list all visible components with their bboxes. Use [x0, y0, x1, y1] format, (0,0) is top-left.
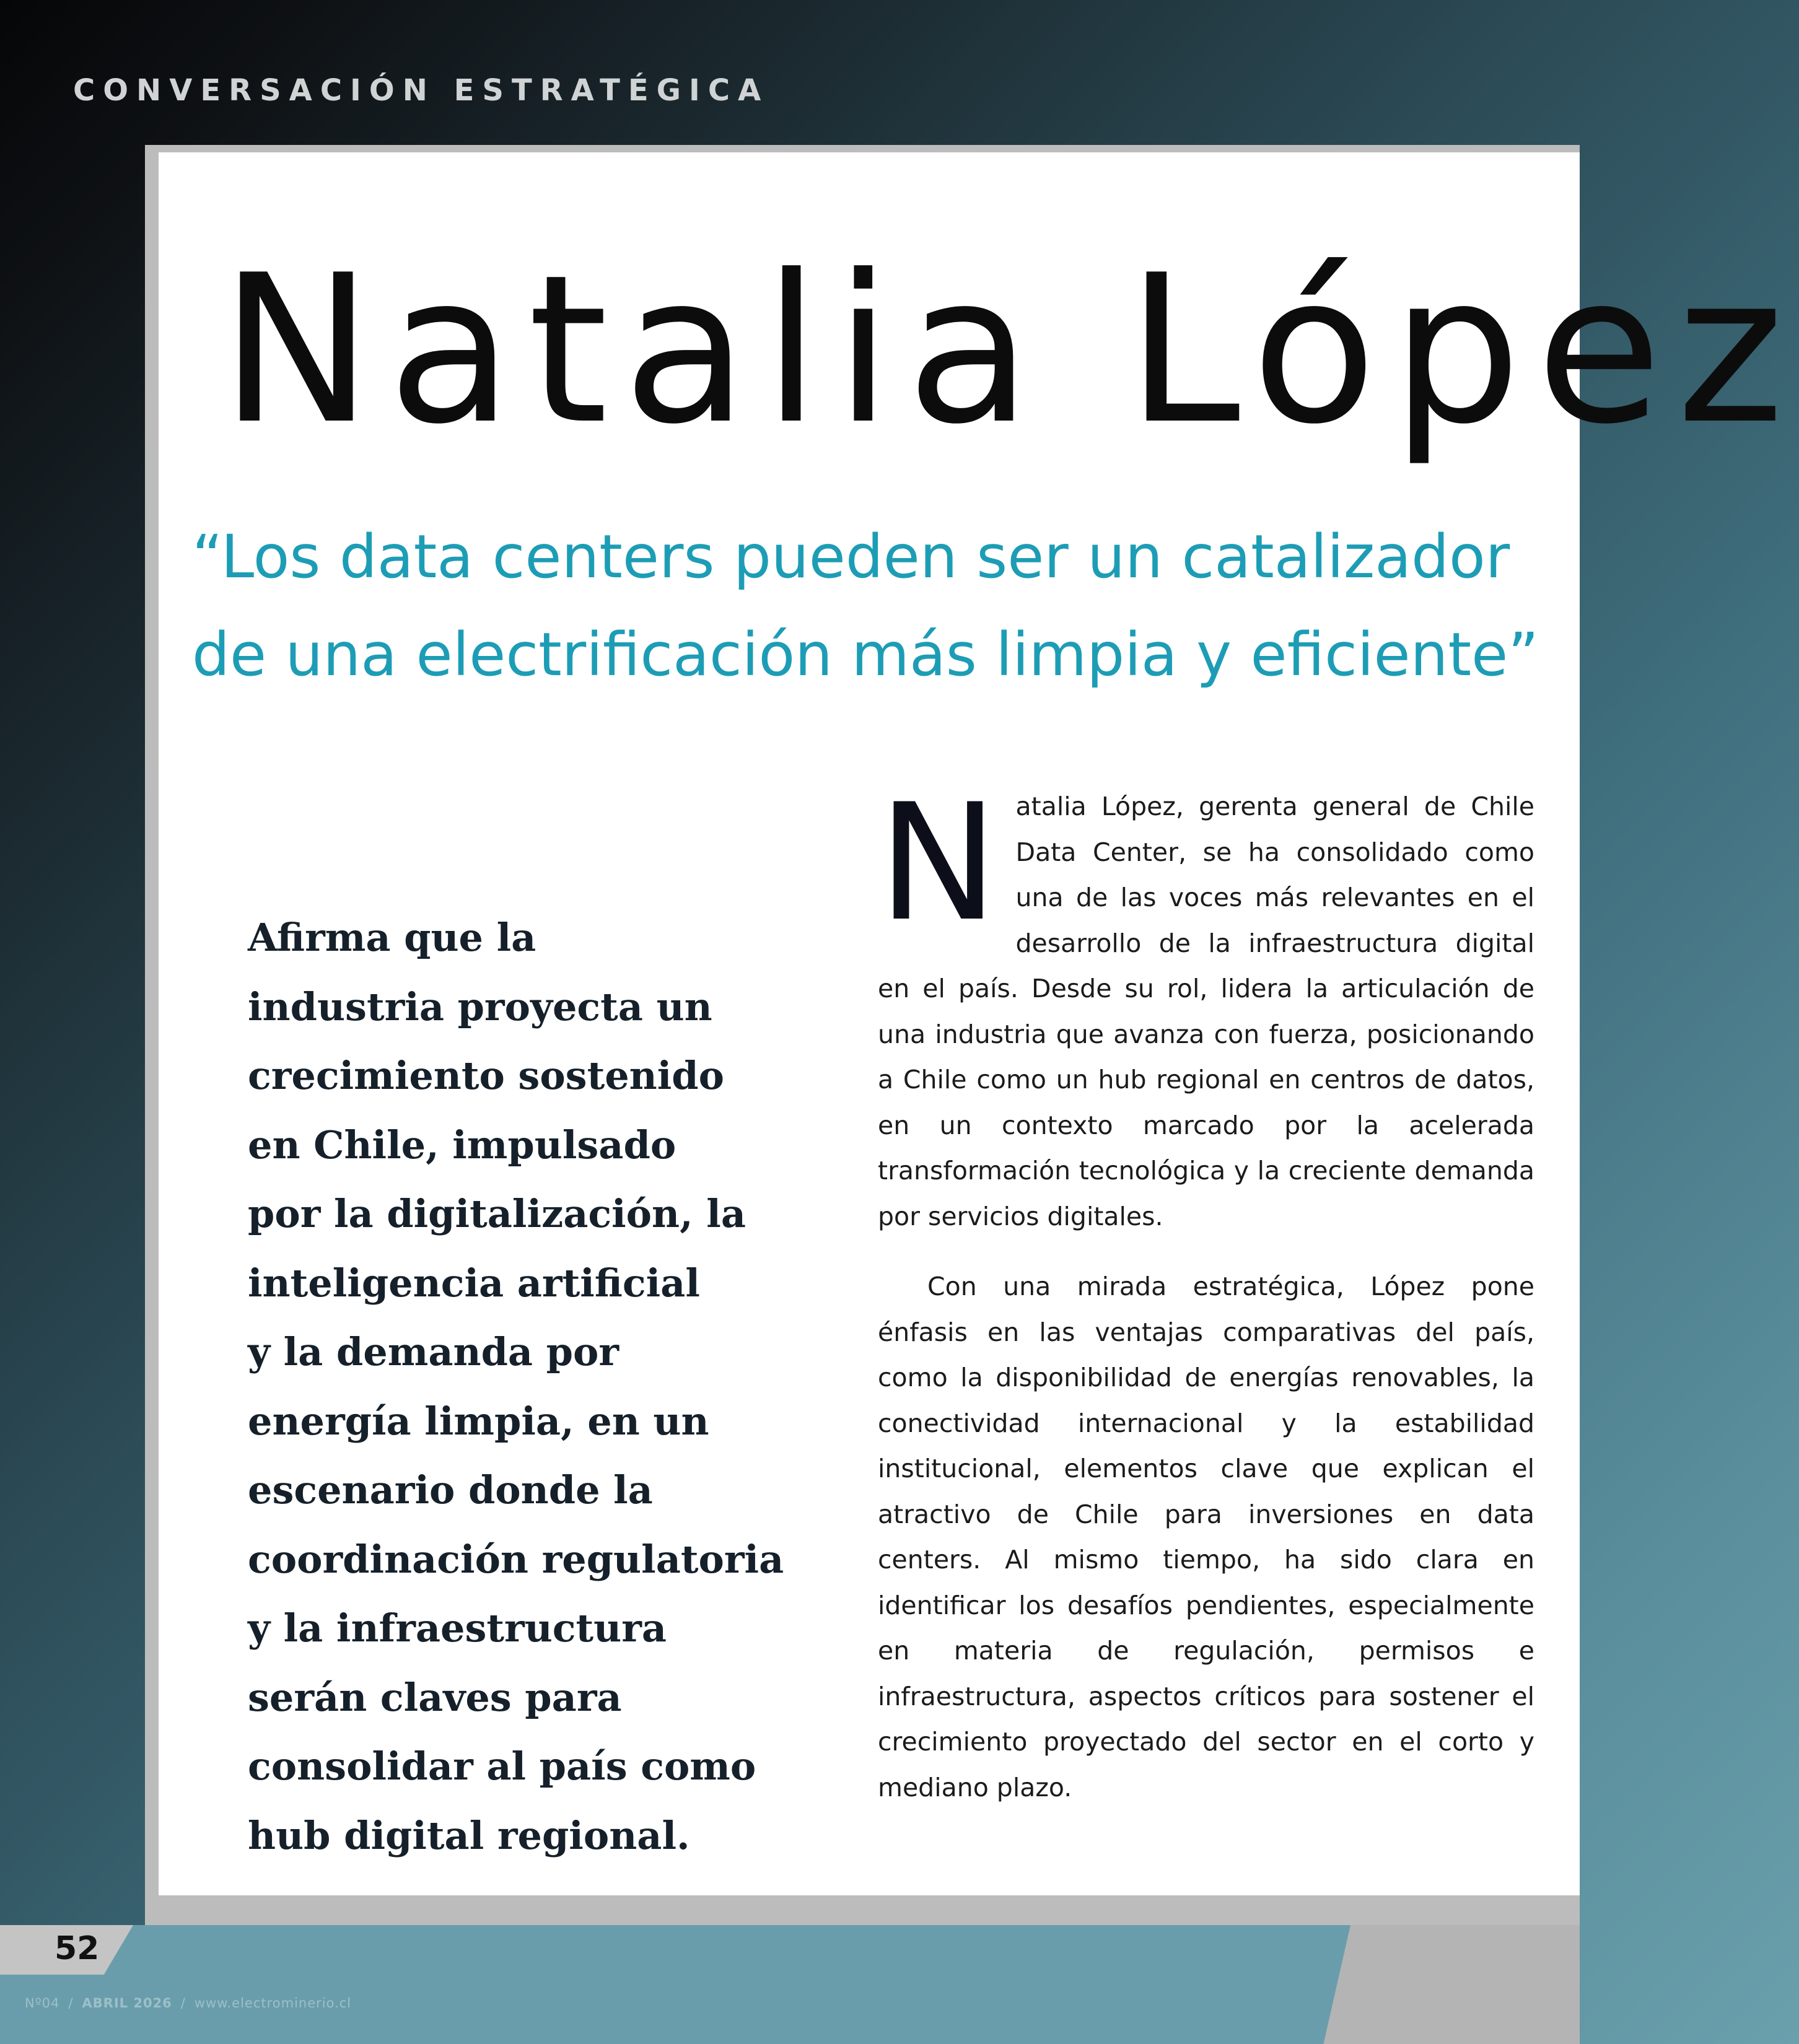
page-number: 52 [55, 1930, 100, 1967]
lead-summary [248, 903, 784, 1870]
pull-quote [192, 508, 1539, 704]
lead-line: por la digitalización, la [248, 1191, 746, 1236]
lead-line: industria proyecta un [248, 984, 712, 1029]
lead-line: Afirma que la [248, 915, 536, 960]
lead-line: en Chile, impulsado [248, 1122, 676, 1168]
drop-cap: N [878, 770, 999, 957]
footer-band [0, 1925, 1350, 2044]
body-paragraph [878, 770, 1534, 1239]
article-title: Natalia López [220, 231, 1799, 469]
lead-line: consolidar al país como [248, 1744, 756, 1789]
article-body [878, 770, 1534, 1810]
footer-credits [25, 1996, 351, 2011]
separator-slash: / [180, 1996, 186, 2011]
lead-line: escenario donde la [248, 1467, 653, 1513]
paragraph-text: atalia López, gerenta general de Chile Data Center, se ha consolidado como una de las voces más relevantes en el desarrollo de la infraestructura digital en el país. Desde su rol, lidera la articulación de una industria que avanza con fuerza, posicionando a Chile como un hub regional en centros de datos, en un contexto marcado por la acelerada transformación tecnológica y la creciente demanda por servicios digitales. [878, 792, 1534, 1231]
section-label: CONVERSACIÓN ESTRATÉGICA [73, 73, 769, 108]
lead-line: serán claves para [248, 1674, 622, 1720]
lead-line: coordinación regulatoria [248, 1536, 784, 1582]
lead-line: y la infraestructura [248, 1605, 667, 1651]
body-paragraph: Con una mirada estratégica, López pone énfasis en las ventajas comparativas del país, como la disponibilidad de energías renovables, la conectividad internacional y la estabilidad institucional, elementos clave que explican el atractivo de Chile para inversiones en data centers. Al mismo tiempo, ha sido clara en identificar los desafíos pendientes, especialmente en materia de regulación, permisos e infraestructura, aspectos críticos para sostener el crecimiento proyectado del sector en el corto y mediano plazo. [878, 1272, 1534, 1802]
lead-line: hub digital regional. [248, 1812, 690, 1858]
lead-line: y la demanda por [248, 1329, 619, 1374]
pull-quote-line: “Los data centers pueden ser un catalizador [192, 522, 1510, 592]
issue-number: Nº04 [25, 1996, 60, 2011]
lead-line: inteligencia artificial [248, 1260, 700, 1306]
lead-line: crecimiento sostenido [248, 1053, 725, 1098]
lead-line: energía limpia, en un [248, 1398, 709, 1444]
pull-quote-line: de una electrificación más limpia y eficiente” [192, 620, 1539, 689]
separator-slash: / [68, 1996, 74, 2011]
issue-date: ABRIL 2026 [82, 1996, 172, 2011]
website-link[interactable]: www.electrominerio.cl [194, 1996, 352, 2011]
